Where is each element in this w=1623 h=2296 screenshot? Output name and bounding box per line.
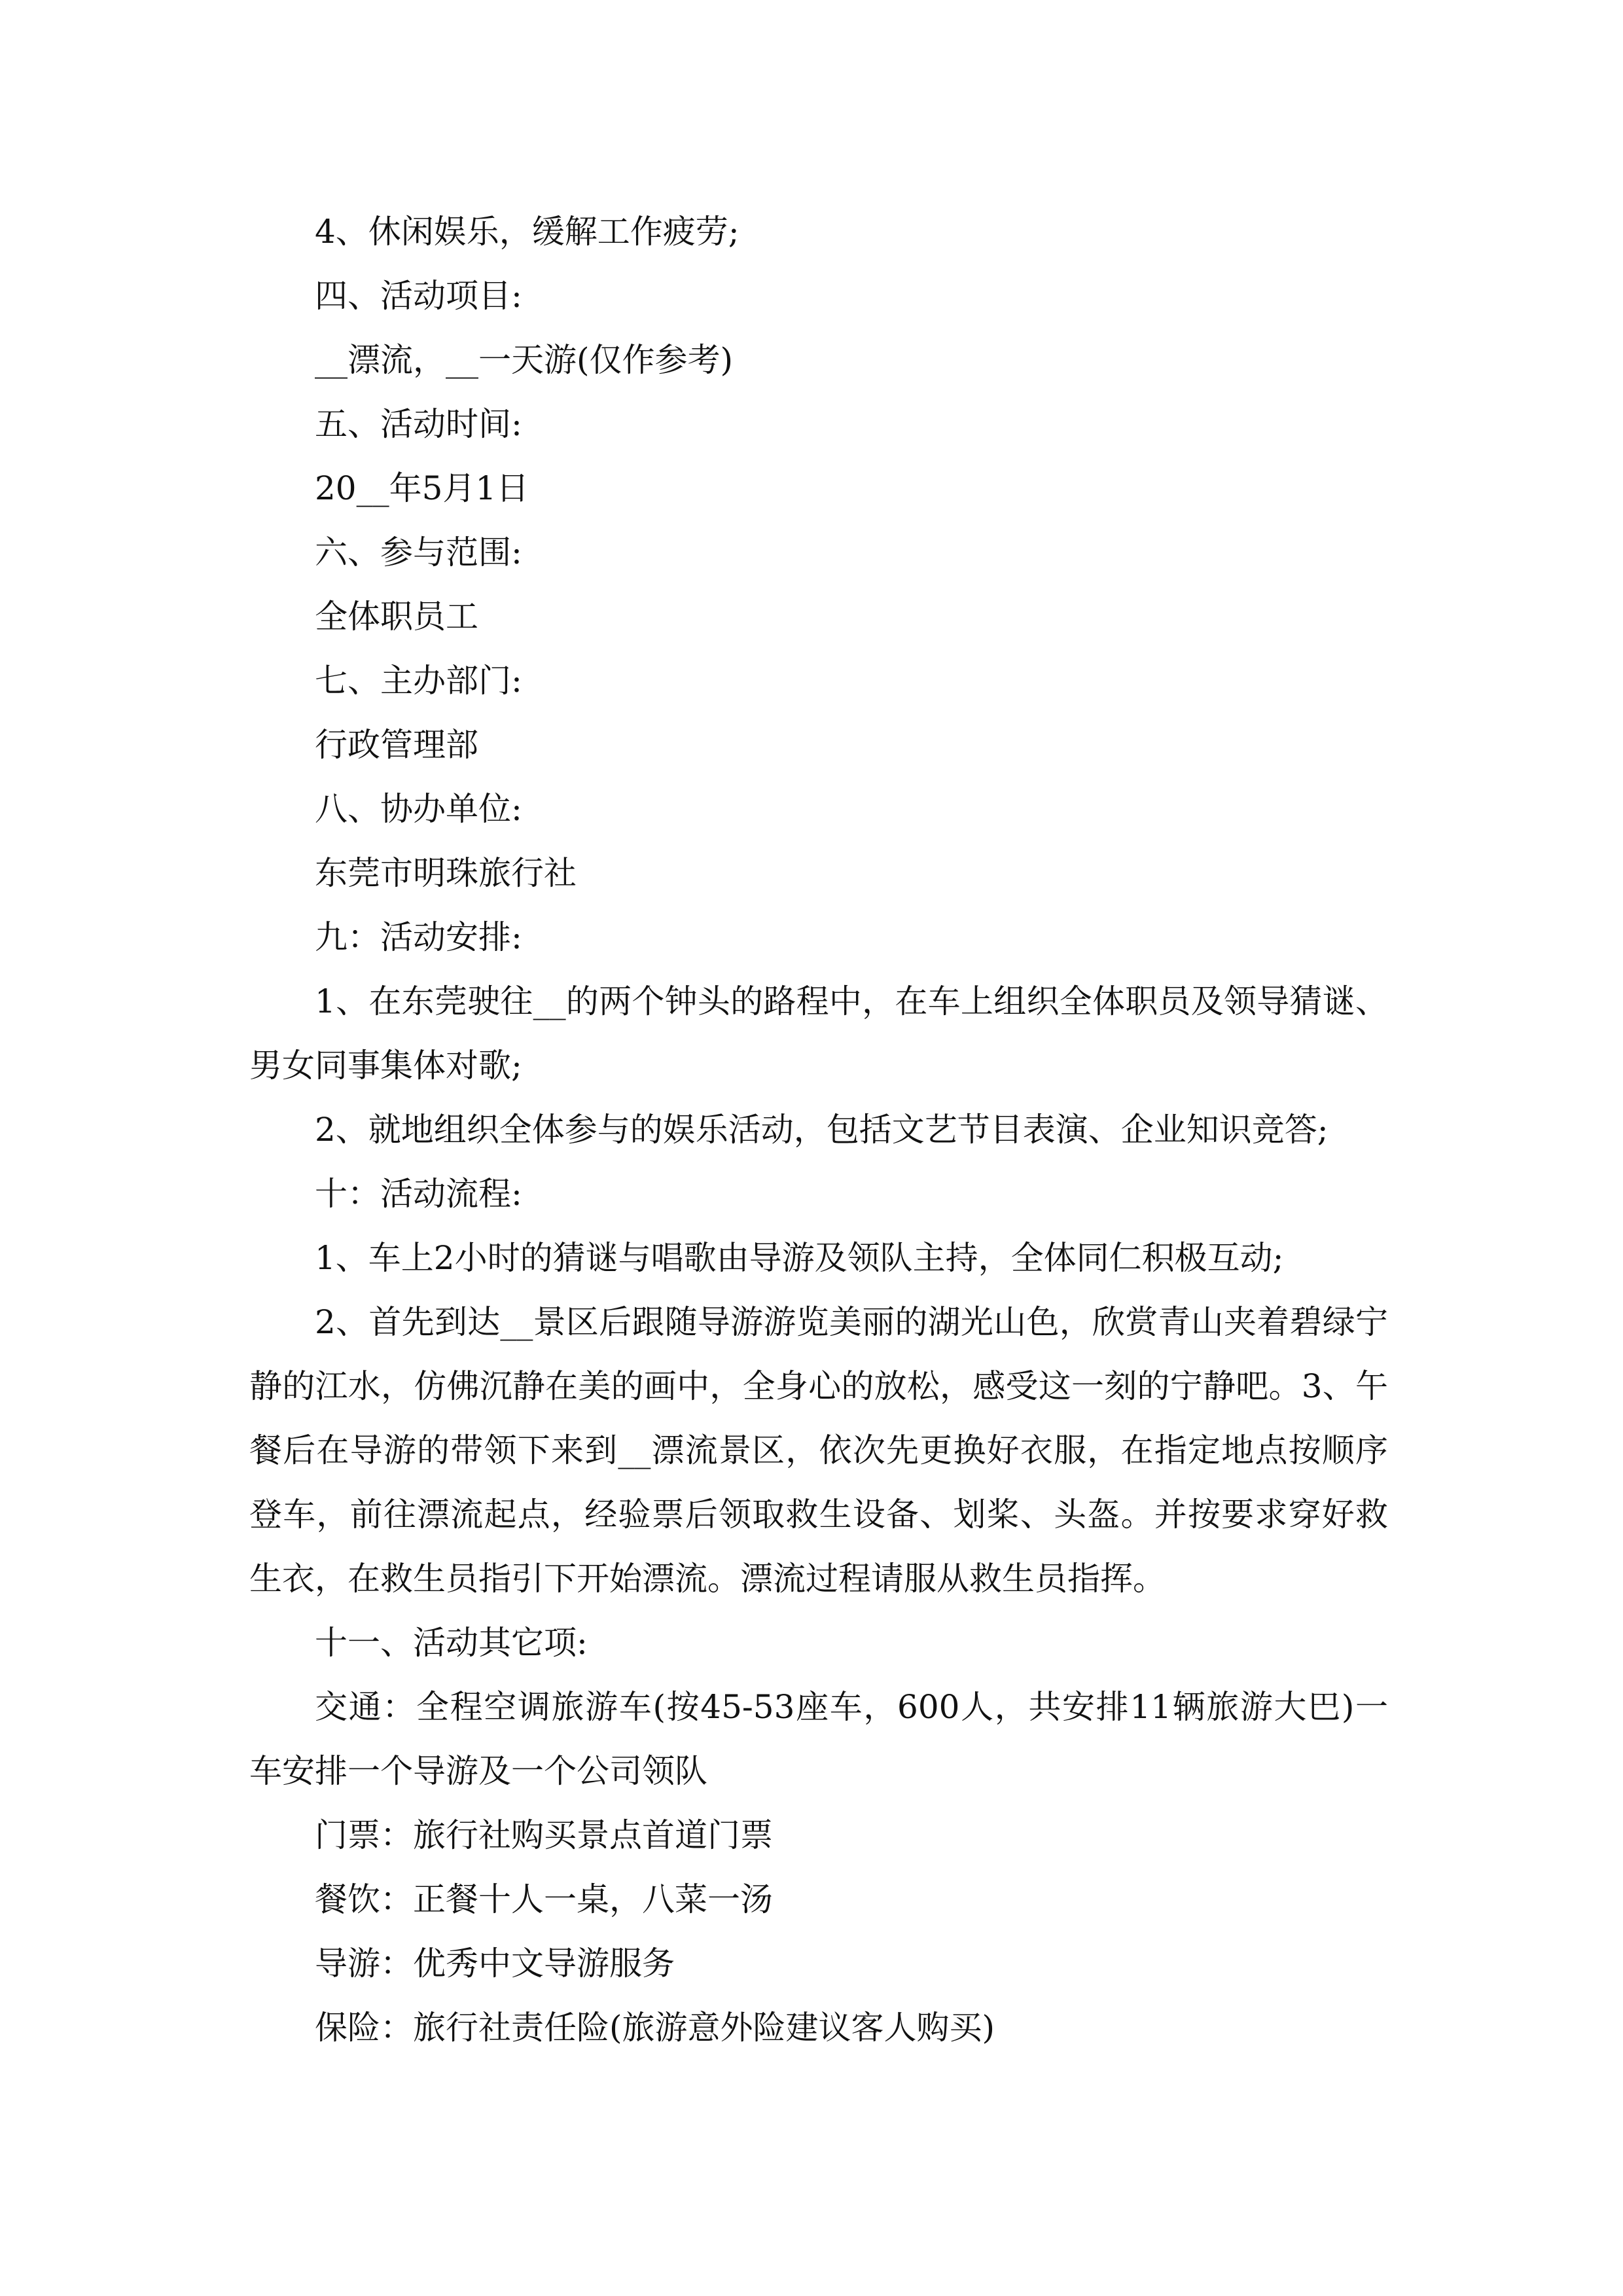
text-line: 1、车上2小时的猜谜与唱歌由导游及领队主持，全体同仁积极互动; xyxy=(315,1239,1284,1277)
text-line: 2、就地组织全体参与的娱乐活动，包括文艺节目表演、企业知识竞答; xyxy=(315,1111,1329,1149)
section-heading: 六、参与范围: xyxy=(315,533,522,571)
section-heading: 五、活动时间: xyxy=(315,405,522,443)
text-line: 4、休闲娱乐，缓解工作疲劳; xyxy=(315,213,740,251)
text-line: 门票：旅行社购买景点首道门票 xyxy=(315,1816,773,1854)
paragraph-arrange-1: 1、在东莞驶往__的两个钟头的路程中，在车上组织全体职员及领导猜谜、男女同事集体对歌; xyxy=(249,982,1388,1085)
section-heading: 十一、活动其它项: xyxy=(315,1624,588,1662)
section-heading: 七、主办部门: xyxy=(315,662,522,700)
text-line: 行政管理部 xyxy=(315,726,478,764)
text-line: __漂流，__一天游(仅作参考) xyxy=(315,341,734,379)
section-heading: 四、活动项目: xyxy=(315,277,522,315)
text-line: 餐饮：正餐十人一桌，八菜一汤 xyxy=(315,1880,773,1918)
text-line: 保险：旅行社责任险(旅游意外险建议客人购买) xyxy=(315,2009,995,2047)
section-heading: 十：活动流程: xyxy=(315,1175,522,1213)
text-line: 全体职员工 xyxy=(315,598,478,636)
text-line: 导游：优秀中文导游服务 xyxy=(315,1945,675,1982)
section-heading: 八、协办单位: xyxy=(315,790,522,828)
paragraph-flow-2: 2、首先到达__景区后跟随导游游览美丽的湖光山色，欣赏青山夹着碧绿宁静的江水，仿佛沉静在美的画中，全身心的放松，感受这一刻的宁静吧。3、午餐后在导游的带领下来到__漂流景区，依次先更换好衣服，在指定地点按顺序登车，前往漂流起点，经验票后领取救生设备、划桨、头盔。并按要求穿好救生衣，在救生员指引下开始漂流。漂流过程请服从救生员指挥。 xyxy=(249,1303,1388,1598)
section-heading: 九：活动安排: xyxy=(315,918,522,956)
text-line: 东莞市明珠旅行社 xyxy=(315,854,577,892)
text-line: 20__年5月1日 xyxy=(315,469,529,507)
paragraph-traffic: 交通：全程空调旅游车(按45-53座车，600人，共安排11辆旅游大巴)一车安排一个导游及一个公司领队 xyxy=(249,1688,1388,1790)
document-body xyxy=(249,200,1388,2060)
